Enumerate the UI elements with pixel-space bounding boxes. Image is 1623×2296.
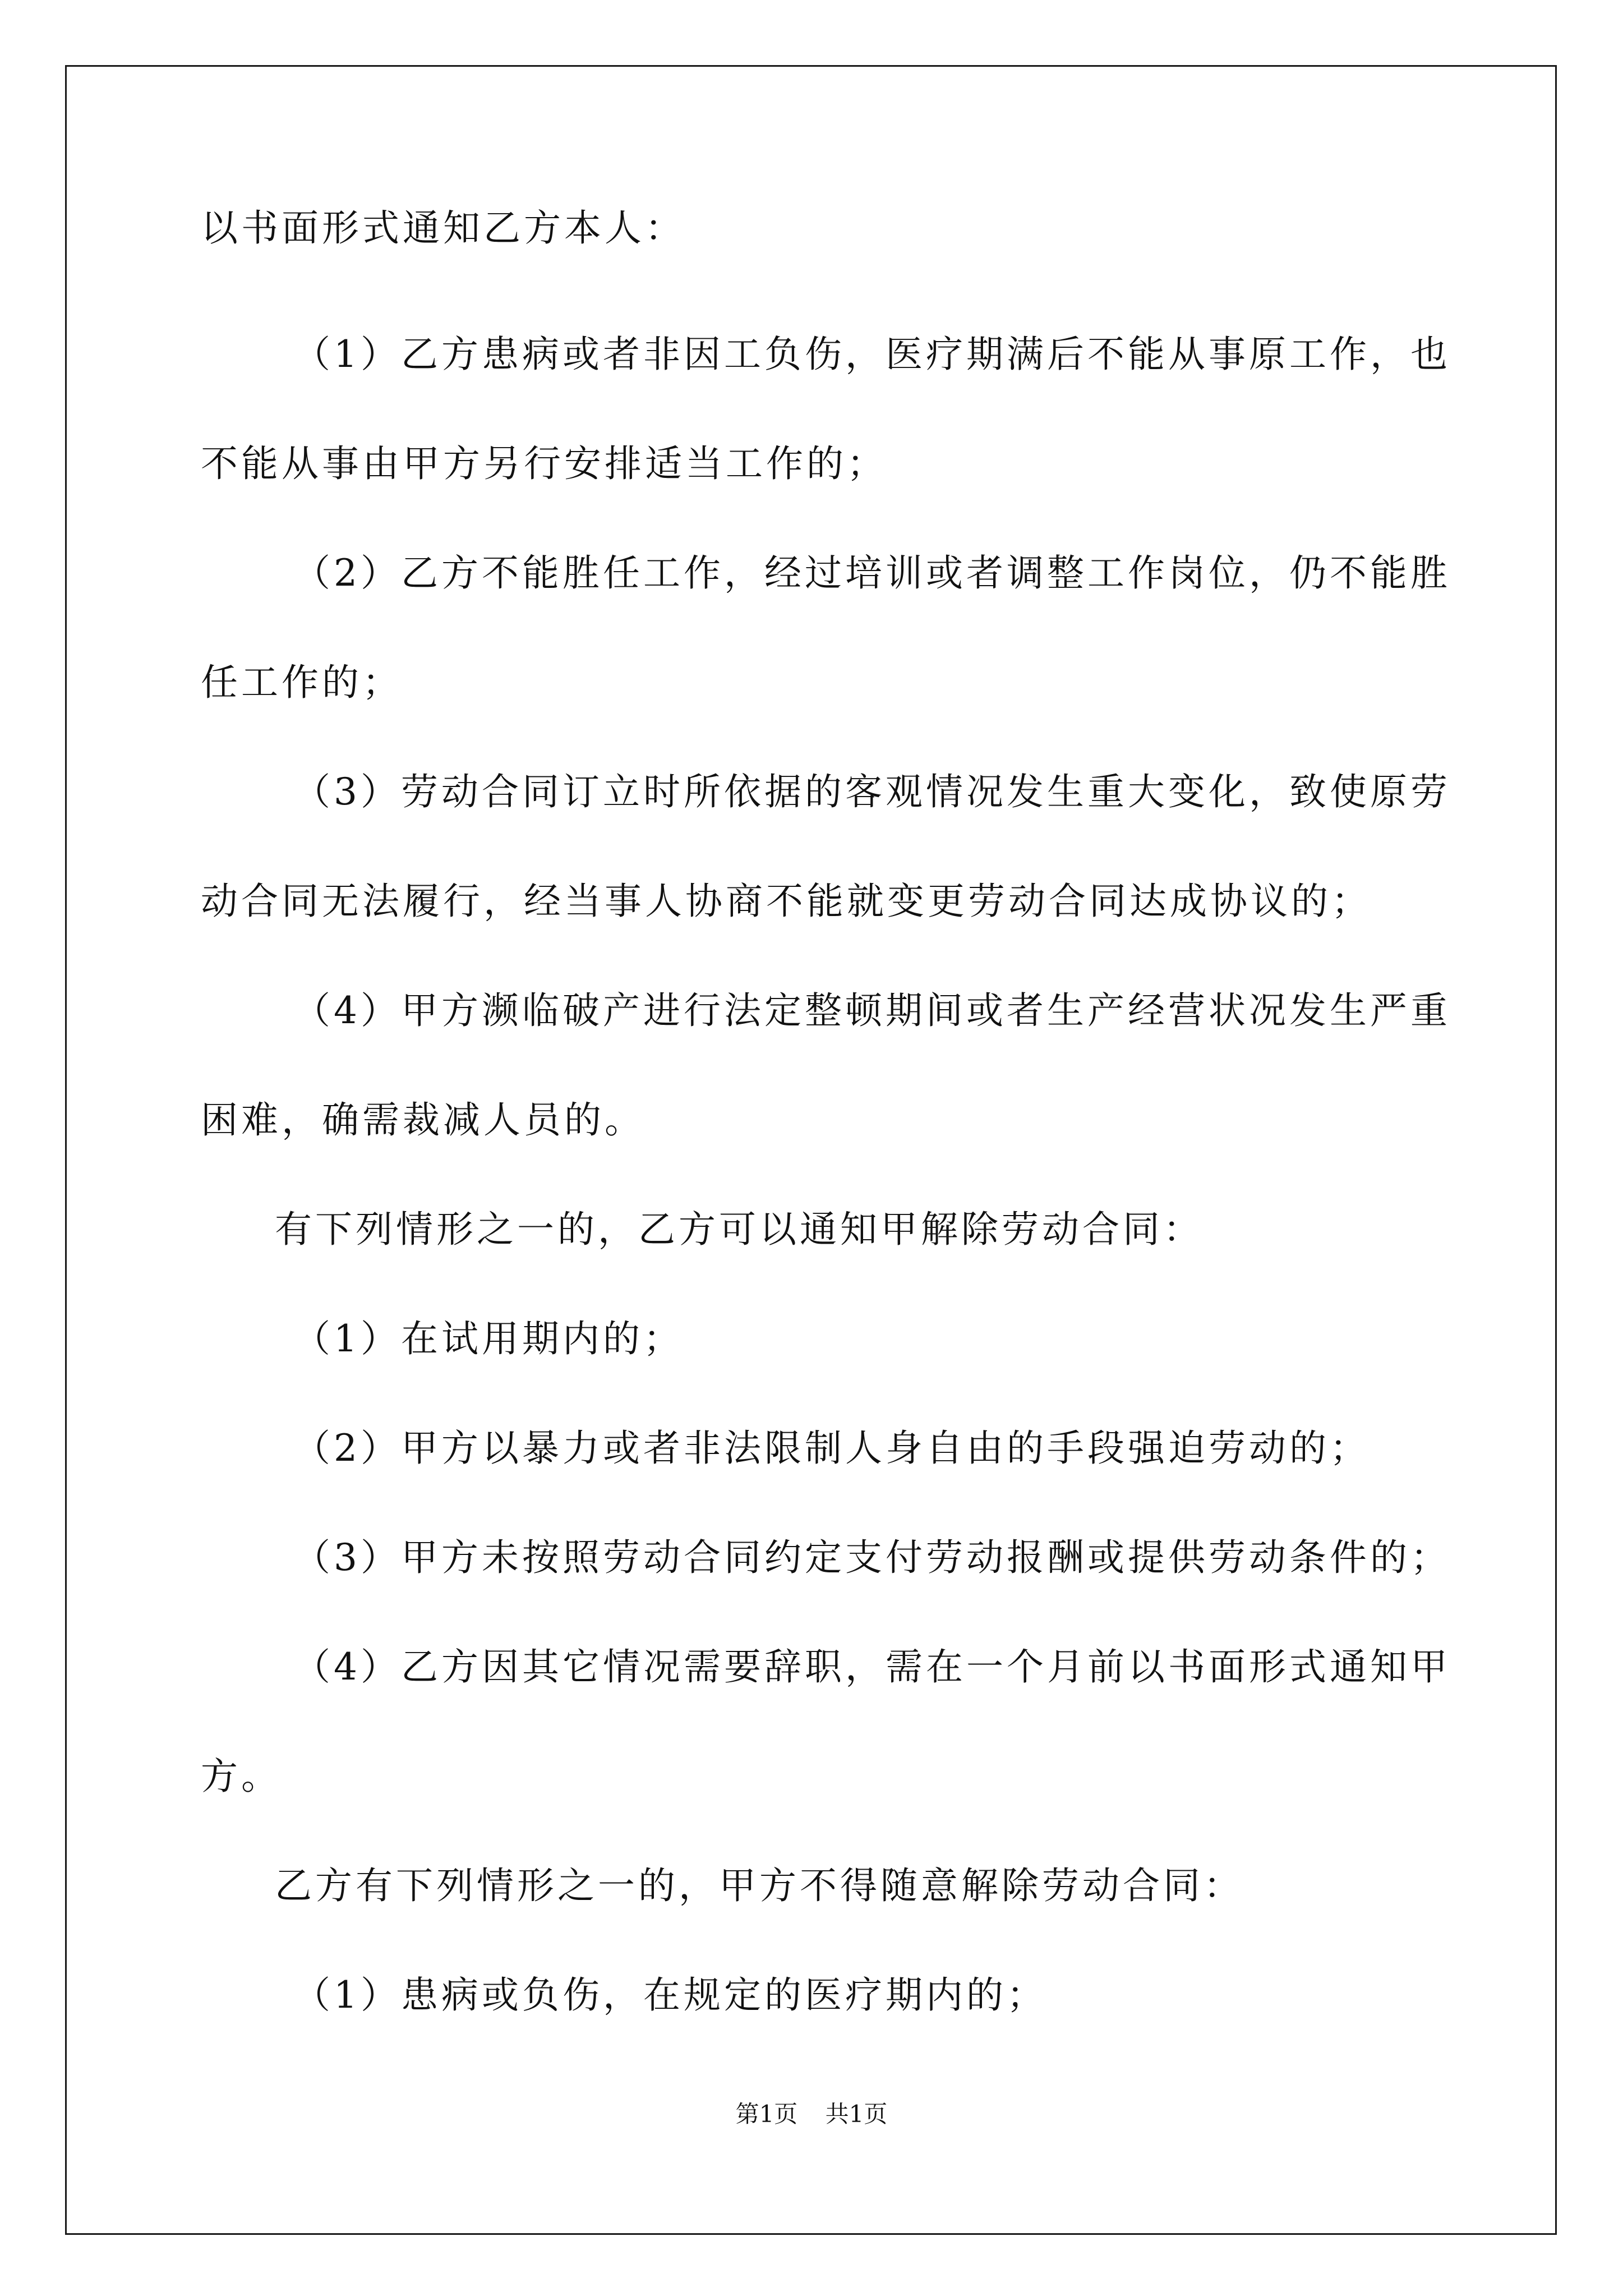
text-line: 以书面形式通知乙方本人： [201,206,685,250]
text-line: 困难，确需裁减人员的。 [201,1098,645,1142]
text-line: （1）患病或负伤，在规定的医疗期内的； [293,1973,1047,2017]
page-number: 第1页 [735,2100,798,2128]
text-line: 有下列情形之一的，乙方可以通知甲解除劳动合同： [275,1208,1204,1251]
text-line: 任工作的； [201,661,403,704]
text-line: （1）在试用期内的； [293,1317,684,1360]
text-line: 不能从事由甲方另行安排适当工作的； [201,442,887,485]
page-footer [0,2096,1623,2129]
text-line: （4）乙方因其它情况需要辞职，需在一个月前以书面形式通知甲 [293,1645,1451,1688]
page-border [65,65,1557,2235]
page-total: 共1页 [825,2100,888,2128]
text-line: 方。 [201,1755,282,1798]
text-line: 动合同无法履行，经当事人协商不能就变更劳动合同达成协议的； [201,880,1372,923]
text-line: （1）乙方患病或者非因工负伤，医疗期满后不能从事原工作，也 [293,333,1451,376]
text-line: （3）劳动合同订立时所依据的客观情况发生重大变化，致使原劳 [293,770,1451,813]
text-line: （2）甲方以暴力或者非法限制人身自由的手段强迫劳动的； [293,1427,1370,1470]
text-line: （4）甲方濒临破产进行法定整顿期间或者生产经营状况发生严重 [293,989,1451,1032]
text-line: （2）乙方不能胜任工作，经过培训或者调整工作岗位，仍不能胜 [293,551,1451,595]
text-line: 乙方有下列情形之一的，甲方不得随意解除劳动合同： [275,1864,1244,1907]
text-line: （3）甲方未按照劳动合同约定支付劳动报酬或提供劳动条件的； [293,1536,1451,1579]
